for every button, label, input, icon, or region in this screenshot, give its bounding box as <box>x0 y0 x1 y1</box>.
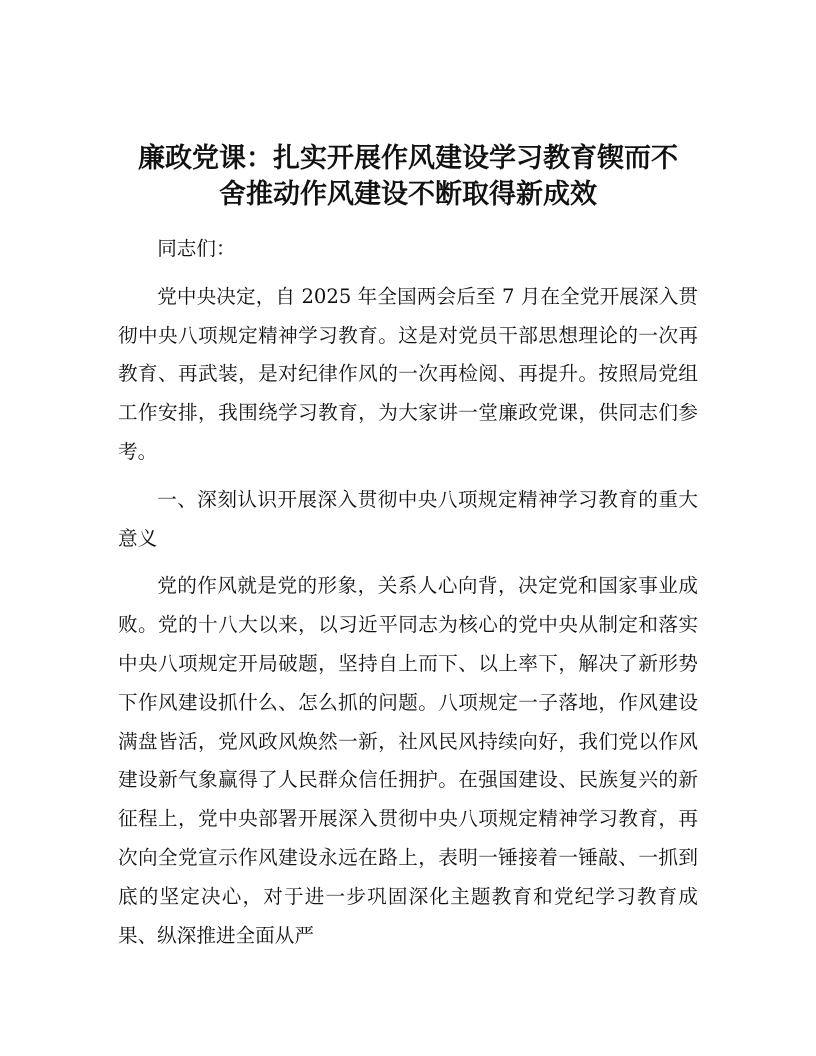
document-title <box>118 141 698 213</box>
paragraph-significance: 党的作风就是党的形象，关系人心向背，决定党和国家事业成败。党的十八大以来，以习近平同志为核心的党中央从制定和落实中央八项规定开局破题，坚持自上而下、以上率下，解决了新形势下作风建设抓什么、怎么抓的问题。八项规定一子落地，作风建设满盘皆活，党风政风焕然一新，社风民风持续向好，我们党以作风建设新气象赢得了人民群众信任拥护。在强国建设、民族复兴的新征程上，党中央部署开展深入贯彻中央八项规定精神学习教育，再次向全党宣示作风建设永远在路上，表明一锤接着一锤敲、一抓到底的坚定决心，对于进一步巩固深化主题教育和党纪学习教育成果、纵深推进全面从严 <box>118 574 698 947</box>
paragraph-intro: 党中央决定，自 2025 年全国两会后至 7 月在全党开展深入贯彻中央八项规定精神学习教育。这是对党员干部思想理论的一次再教育、再武装，是对纪律作风的一次再检阅、再提升。按照局党组工作安排，我围绕学习教育，为大家讲一堂廉政党课，供同志们参考。 <box>118 284 698 463</box>
greeting: 同志们： <box>157 237 236 260</box>
title-line-2: 舍推动作风建设不断取得新成效 <box>219 179 597 210</box>
document-body <box>118 230 698 964</box>
title-line-1: 廉政党课：扎实开展作风建设学习教育锲而不 <box>138 143 678 174</box>
section-heading-1: 一、深刻认识开展深入贯彻中央八项规定精神学习教育的重大意义 <box>118 487 698 550</box>
